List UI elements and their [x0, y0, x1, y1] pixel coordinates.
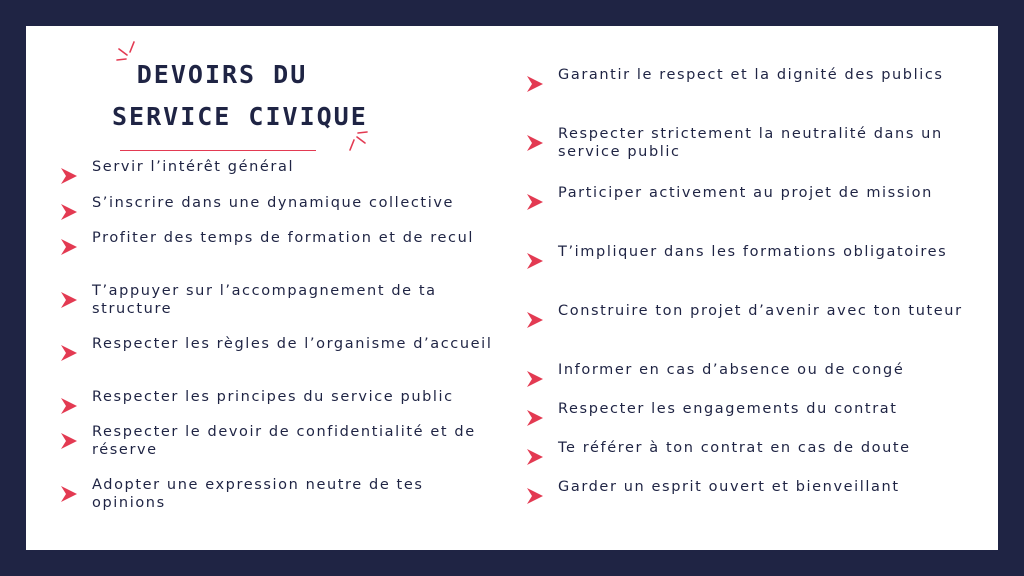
title-line-2: SERVICE CIVIQUE: [112, 102, 368, 131]
chevron-right-icon: [526, 134, 544, 152]
chevron-right-icon: [60, 203, 78, 221]
content-card: [26, 26, 998, 550]
chevron-right-icon: [526, 487, 544, 505]
list-item: [526, 439, 911, 466]
list-item: [526, 66, 944, 93]
list-item: [526, 125, 966, 161]
chevron-right-icon: [526, 311, 544, 329]
chevron-right-icon: [526, 252, 544, 270]
list-item-label: S’inscrire dans une dynamique collective: [92, 195, 455, 211]
list-item: [60, 229, 474, 256]
list-item: [526, 184, 933, 211]
list-item: [526, 302, 963, 329]
list-item: [60, 423, 500, 459]
chevron-right-icon: [60, 397, 78, 415]
list-item-label: Adopter une expression neutre de tes opinions: [92, 477, 424, 511]
list-item: [526, 478, 900, 505]
list-item: [60, 158, 294, 185]
list-item: [60, 194, 454, 221]
chevron-right-icon: [526, 75, 544, 93]
list-item-label: Profiter des temps de formation et de recul: [92, 230, 475, 246]
chevron-right-icon: [60, 291, 78, 309]
list-item-label: Respecter le devoir de confidentialité et de réserve: [92, 424, 476, 458]
list-item-label: Informer en cas d’absence ou de congé: [558, 362, 905, 378]
chevron-right-icon: [526, 193, 544, 211]
list-item-label: Servir l’intérêt général: [92, 159, 295, 175]
list-item-label: Construire ton projet d’avenir avec ton tuteur: [558, 303, 963, 319]
list-item: [526, 361, 904, 388]
list-item-label: T’impliquer dans les formations obligatoires: [558, 244, 948, 260]
list-item: [60, 476, 500, 512]
chevron-right-icon: [526, 409, 544, 427]
list-item-label: Te référer à ton contrat en cas de doute: [558, 440, 911, 456]
chevron-right-icon: [526, 448, 544, 466]
chevron-right-icon: [526, 370, 544, 388]
list-item: [526, 400, 898, 427]
chevron-right-icon: [60, 485, 78, 503]
list-item-label: T’appuyer sur l’accompagnement de ta structure: [92, 283, 437, 317]
list-item-label: Respecter strictement la neutralité dans un service public: [558, 126, 943, 160]
list-item: [526, 243, 947, 270]
list-item: [60, 335, 492, 362]
chevron-right-icon: [60, 167, 78, 185]
list-item-label: Respecter les règles de l’organisme d’accueil: [92, 336, 493, 352]
page-title: [112, 54, 368, 138]
list-item: [60, 282, 500, 318]
chevron-right-icon: [60, 344, 78, 362]
chevron-right-icon: [60, 238, 78, 256]
title-underline: [120, 150, 316, 151]
list-item-label: Respecter les principes du service public: [92, 389, 454, 405]
list-item-label: Garder un esprit ouvert et bienveillant: [558, 479, 900, 495]
list-item-label: Garantir le respect et la dignité des publics: [558, 67, 944, 83]
list-item-label: Participer activement au projet de mission: [558, 185, 933, 201]
list-item-label: Respecter les engagements du contrat: [558, 401, 898, 417]
sparkle-icon: [338, 122, 368, 152]
chevron-right-icon: [60, 432, 78, 450]
title-line-1: DEVOIRS DU: [136, 60, 308, 89]
list-item: [60, 388, 454, 415]
